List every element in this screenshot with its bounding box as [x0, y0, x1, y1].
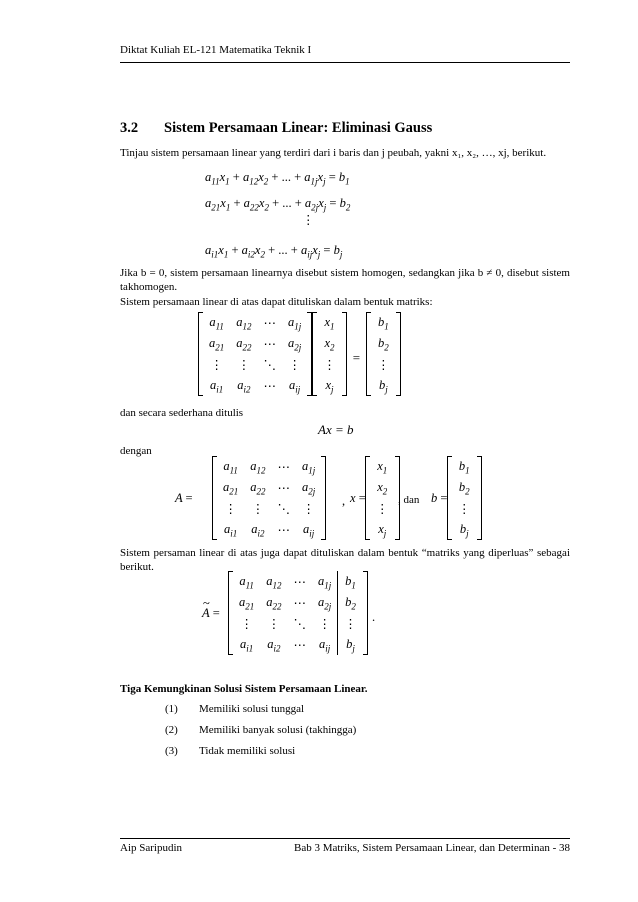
footer-rule [120, 838, 570, 839]
simple-text: dan secara sederhana ditulis [120, 407, 244, 419]
section-heading [120, 120, 432, 137]
homogen-paragraph: Jika b = 0, sistem persamaan linearnya disebut sistem homogen, sedangkan jika b ≠ 0, disebut sistem takhomogen. [120, 267, 570, 293]
footer-page: Bab 3 Matriks, Sistem Persamaan Linear, dan Determinan - 38 [293, 842, 570, 854]
augmented-intro: Sistem persaman linear di atas juga dapat dituliskan dalam bentuk “matriks yang diperluas” sebagai berikut. [120, 547, 570, 573]
variable-vector: $x_1$ $x_2$ ⋮ $x_j$ [312, 312, 347, 396]
comma-1: , [342, 494, 346, 508]
A-label: A = [175, 491, 193, 505]
solution-item-1: (1) Memiliki solusi tunggal [165, 703, 305, 715]
comma-dan: , dan [398, 494, 420, 506]
section-title: Sistem Persamaan Linear: Eliminasi Gauss [164, 120, 433, 136]
augmented-matrix: $a_{11}$ $a_{12}$ ⋯ $a_{1j}$ $b_1$ $a_{21}$ $a_{22}$ ⋯ $a_{2j}$ $b_2$ ⋮ ⋮ ⋱ ⋮ ⋮ $a_{i1}$ $a_{i2}$ ⋯ $a_{ij}$ $b_j$ [228, 571, 368, 660]
dengan-text: dengan [120, 445, 152, 457]
A-tilde-label: A ~ = [202, 596, 220, 620]
constant-vector: $b_1$ $b_2$ ⋮ $b_j$ [366, 312, 401, 396]
matrix-A: $a_{11}$ $a_{12}$ ⋯ $a_{1j}$ $a_{21}$ $a_{22}$ ⋯ $a_{2j}$ ⋮ ⋮ ⋱ ⋮ $a_{i1}$ $a_{i2}$ ⋯ $a_{ij}$ [212, 456, 326, 545]
equation-row-i: $a_{i1}x_1 + a_{i2}x_2$ + ... + $a_{ij}x_j = b_j$ [205, 243, 343, 260]
vector-b: $b_1$ $b_2$ ⋮ $b_j$ [447, 456, 482, 545]
solution-item-2: (2) Memiliki banyak solusi (takhingga) [165, 724, 357, 736]
running-header: Diktat Kuliah EL-121 Matematika Teknik I [120, 44, 312, 56]
equals-sign: = [352, 350, 361, 365]
solution-item-3: (3) Tidak memiliki solusi [165, 745, 296, 757]
section-number: 3.2 [120, 120, 139, 136]
equation-row-1: $a_{11}x_1 + a_{12}x_2$ + ... + $a_{1j}x_j = b_1$ [205, 170, 350, 187]
matrix-equation [198, 312, 401, 401]
b-label: b = [431, 491, 448, 505]
matrix-intro: Sistem persamaan linear di atas dapat dituliskan dalam bentuk matriks: [120, 296, 433, 308]
period: . [372, 610, 376, 624]
header-rule [120, 62, 570, 63]
vertical-ellipsis: ⋮ [302, 213, 315, 227]
intro-paragraph: Tinjau sistem persamaan linear yang terdiri dari i baris dan j peubah, yakni x₁, x₂, …, xj, berikut. [120, 147, 547, 159]
vector-x: $x_1$ $x_2$ ⋮ $x_j$ [365, 456, 400, 545]
x-label: x = [350, 491, 366, 505]
coefficient-matrix: $a_{11}$ $a_{12}$ ⋯ $a_{1j}$ $a_{21}$ $a_{22}$ ⋯ $a_{2j}$ ⋮ ⋮ ⋱ ⋮ $a_{i1}$ $a_{i2}$ ⋯ $a_{ij}$ [198, 312, 312, 396]
footer-author: Aip Saripudin [120, 842, 183, 854]
solutions-title: Tiga Kemungkinan Solusi Sistem Persamaan Linear. [120, 683, 368, 695]
equation-row-2: $a_{21}x_1 + a_{22}x_2$ + ... + $a_{2j}x_j = b_2$ [205, 196, 351, 213]
simple-equation: Ax = b [318, 422, 354, 437]
